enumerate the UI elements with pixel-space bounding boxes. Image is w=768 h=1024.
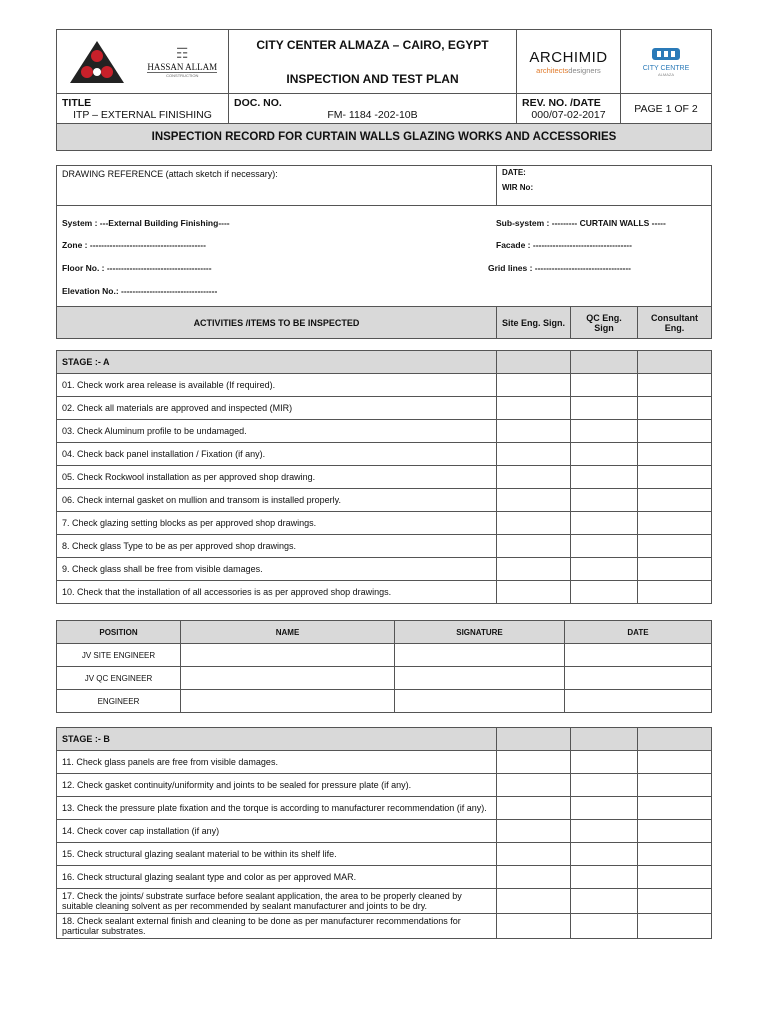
site-sign-cell[interactable] (497, 914, 571, 939)
site-sign-cell[interactable] (497, 797, 571, 820)
wir-field[interactable]: WIR No: (502, 183, 534, 192)
checklist-item: 02. Check all materials are approved and inspected (MIR) (57, 397, 497, 420)
checklist-row (57, 466, 712, 489)
checklist-item: 15. Check structural glazing sealant material to be within its shelf life. (57, 843, 497, 866)
signoff-name-cell[interactable] (181, 690, 395, 713)
stage-b-table (56, 727, 712, 939)
consultant-sign-cell[interactable] (638, 889, 712, 914)
checklist-row (57, 489, 712, 512)
signoff-date-cell[interactable] (565, 644, 712, 667)
site-sign-cell[interactable] (497, 751, 571, 774)
qc-sign-cell[interactable] (571, 558, 638, 581)
plan-title: INSPECTION AND TEST PLAN (286, 71, 459, 86)
qc-sign-cell[interactable] (571, 374, 638, 397)
qc-sign-cell[interactable] (571, 866, 638, 889)
gridlines-field[interactable]: Grid lines : ---------------------------------- (488, 262, 632, 273)
site-sign-cell[interactable] (497, 581, 571, 604)
signoff-row (57, 644, 712, 667)
qc-sign-cell[interactable] (571, 774, 638, 797)
consultant-sign-cell[interactable] (638, 774, 712, 797)
qc-eng-header: QC Eng. Sign (571, 307, 638, 339)
signoff-signature-cell[interactable] (395, 690, 565, 713)
doc-no-cell (229, 94, 517, 124)
checklist-item: 04. Check back panel installation / Fixation (if any). (57, 443, 497, 466)
checklist-row (57, 889, 712, 914)
title-cell (57, 94, 229, 124)
site-sign-cell[interactable] (497, 558, 571, 581)
consultant-sign-cell[interactable] (638, 581, 712, 604)
checklist-item: 13. Check the pressure plate fixation and the torque is according to manufacturer recommendation (if any). (57, 797, 497, 820)
checklist-item: 17. Check the joints/ substrate surface before sealant application, the area to be properly cleaned by suitable cleaning solvent as per recommended by sealant manufacturer and joints to be dry. (57, 889, 497, 914)
rev-cell (517, 94, 621, 124)
stage-b-label: STAGE :- B (57, 728, 497, 751)
checklist-item: 16. Check structural glazing sealant type and color as per approved MAR. (57, 866, 497, 889)
subsystem-field[interactable]: Sub-system : --------- CURTAIN WALLS ----- (496, 218, 666, 228)
consultant-sign-cell[interactable] (638, 820, 712, 843)
archimid-logo: ARCHIMID architectsdesigners (517, 30, 621, 94)
qc-sign-cell[interactable] (571, 397, 638, 420)
signoff-signature-cell[interactable] (395, 644, 565, 667)
checklist-row (57, 374, 712, 397)
signoff-row (57, 690, 712, 713)
checklist-row (57, 797, 712, 820)
qc-sign-cell[interactable] (571, 420, 638, 443)
doc-value: FM- 1184 -202-10B (327, 108, 418, 121)
site-sign-cell[interactable] (497, 820, 571, 843)
signoff-name-cell[interactable] (181, 644, 395, 667)
page-number: PAGE 1 OF 2 (621, 94, 712, 124)
stage-a-label: STAGE :- A (57, 351, 497, 374)
qc-sign-cell[interactable] (571, 751, 638, 774)
consultant-sign-cell[interactable] (638, 751, 712, 774)
site-sign-cell[interactable] (497, 774, 571, 797)
zone-field[interactable]: Zone : ----------------------------------------- (62, 240, 206, 250)
consultant-sign-cell[interactable] (638, 443, 712, 466)
consultant-header: Consultant Eng. (638, 307, 712, 339)
signoff-position: JV SITE ENGINEER (57, 644, 181, 667)
elevation-field[interactable]: Elevation No.: ---------------------------------- (62, 285, 218, 296)
contractor-logo-cell (57, 30, 229, 94)
checklist-row (57, 843, 712, 866)
hassan-allam-logo: ☶ HASSAN ALLAM CONSTRUCTION (147, 45, 218, 78)
qc-sign-cell[interactable] (571, 466, 638, 489)
checklist-row (57, 535, 712, 558)
checklist-item: 7. Check glazing setting blocks as per approved shop drawings. (57, 512, 497, 535)
consultant-sign-cell[interactable] (638, 397, 712, 420)
citycentre-logo: CITY CENTRE ALMAZA (621, 30, 712, 94)
qc-sign-cell[interactable] (571, 581, 638, 604)
title-value: ITP – EXTERNAL FINISHING (73, 108, 212, 121)
checklist-item: 18. Check sealant external finish and cleaning to be done as per manufacturer recommendations for particular substrates. (57, 914, 497, 939)
signoff-header: DATE (565, 621, 712, 644)
site-sign-cell[interactable] (497, 866, 571, 889)
consultant-sign-cell[interactable] (638, 466, 712, 489)
qc-sign-cell[interactable] (571, 512, 638, 535)
checklist-item: 14. Check cover cap installation (if any) (57, 820, 497, 843)
project-name: CITY CENTER ALMAZA – CAIRO, EGYPT (256, 37, 489, 52)
site-sign-cell[interactable] (497, 843, 571, 866)
qc-sign-cell[interactable] (571, 535, 638, 558)
qc-sign-cell[interactable] (571, 914, 638, 939)
checklist-item: 01. Check work area release is available (If required). (57, 374, 497, 397)
checklist-row (57, 558, 712, 581)
qc-sign-cell[interactable] (571, 843, 638, 866)
site-sign-cell[interactable] (497, 889, 571, 914)
signoff-name-cell[interactable] (181, 667, 395, 690)
checklist-row (57, 512, 712, 535)
site-eng-header: Site Eng. Sign. (497, 307, 571, 339)
consultant-sign-cell[interactable] (638, 489, 712, 512)
signoff-header: POSITION (57, 621, 181, 644)
site-sign-cell[interactable] (497, 512, 571, 535)
document-header (56, 29, 712, 151)
info-block (56, 165, 712, 339)
rev-value: 000/07-02-2017 (531, 108, 606, 121)
consultant-sign-cell[interactable] (638, 420, 712, 443)
consultant-sign-cell[interactable] (638, 866, 712, 889)
floor-field[interactable]: Floor No. : ------------------------------------- (62, 262, 212, 273)
consultant-sign-cell[interactable] (638, 914, 712, 939)
site-sign-cell[interactable] (497, 489, 571, 512)
rev-label: REV. NO. /DATE (522, 96, 601, 109)
signoff-header: NAME (181, 621, 395, 644)
qc-sign-cell[interactable] (571, 820, 638, 843)
checklist-item: 11. Check glass panels are free from visible damages. (57, 751, 497, 774)
qc-sign-cell[interactable] (571, 797, 638, 820)
signoff-row (57, 667, 712, 690)
checklist-row (57, 774, 712, 797)
checklist-row (57, 866, 712, 889)
date-wir-cell (497, 166, 712, 206)
drawing-reference[interactable]: DRAWING REFERENCE (attach sketch if necessary): (57, 166, 497, 206)
checklist-item: 10. Check that the installation of all accessories is as per approved shop drawings. (57, 581, 497, 604)
doc-label: DOC. NO. (234, 96, 282, 109)
site-sign-cell[interactable] (497, 420, 571, 443)
checklist-item: 12. Check gasket continuity/uniformity and joints to be sealed for pressure plate (if any). (57, 774, 497, 797)
signoff-date-cell[interactable] (565, 667, 712, 690)
checklist-item: 06. Check internal gasket on mullion and transom is installed properly. (57, 489, 497, 512)
qc-sign-cell[interactable] (571, 443, 638, 466)
date-field[interactable]: DATE: (502, 168, 526, 177)
checklist-row (57, 820, 712, 843)
project-title-cell (229, 30, 517, 94)
site-sign-cell[interactable] (497, 374, 571, 397)
qc-sign-cell[interactable] (571, 889, 638, 914)
consultant-sign-cell[interactable] (638, 797, 712, 820)
site-sign-cell[interactable] (497, 466, 571, 489)
consultant-sign-cell[interactable] (638, 558, 712, 581)
signoff-position: JV QC ENGINEER (57, 667, 181, 690)
record-title: INSPECTION RECORD FOR CURTAIN WALLS GLAZING WORKS AND ACCESSORIES (57, 124, 712, 151)
signoff-date-cell[interactable] (565, 690, 712, 713)
activities-header: ACTIVITIES /ITEMS TO BE INSPECTED (57, 307, 497, 339)
location-fields (57, 206, 712, 307)
signoff-header: SIGNATURE (395, 621, 565, 644)
building-icon (648, 46, 684, 60)
checklist-row (57, 581, 712, 604)
checklist-item: 03. Check Aluminum profile to be undamaged. (57, 420, 497, 443)
signoff-signature-cell[interactable] (395, 667, 565, 690)
checklist-item: 9. Check glass shall be free from visible damages. (57, 558, 497, 581)
title-label: TITLE (62, 96, 92, 109)
checklist-row (57, 751, 712, 774)
consultant-sign-cell[interactable] (638, 535, 712, 558)
checklist-row (57, 914, 712, 939)
checklist-row (57, 420, 712, 443)
checklist-item: 05. Check Rockwool installation as per approved shop drawing. (57, 466, 497, 489)
site-sign-cell[interactable] (497, 443, 571, 466)
system-field[interactable]: System : ---External Building Finishing---- (62, 218, 230, 228)
checklist-row (57, 397, 712, 420)
site-sign-cell[interactable] (497, 535, 571, 558)
signoff-position: ENGINEER (57, 690, 181, 713)
triangle-logo-icon (68, 39, 126, 85)
facade-field[interactable]: Facade : ----------------------------------- (496, 240, 632, 250)
stage-a-table (56, 350, 712, 604)
consultant-sign-cell[interactable] (638, 512, 712, 535)
checklist-row (57, 443, 712, 466)
signoff-table (56, 620, 712, 713)
checklist-item: 8. Check glass Type to be as per approved shop drawings. (57, 535, 497, 558)
consultant-sign-cell[interactable] (638, 843, 712, 866)
qc-sign-cell[interactable] (571, 489, 638, 512)
consultant-sign-cell[interactable] (638, 374, 712, 397)
site-sign-cell[interactable] (497, 397, 571, 420)
